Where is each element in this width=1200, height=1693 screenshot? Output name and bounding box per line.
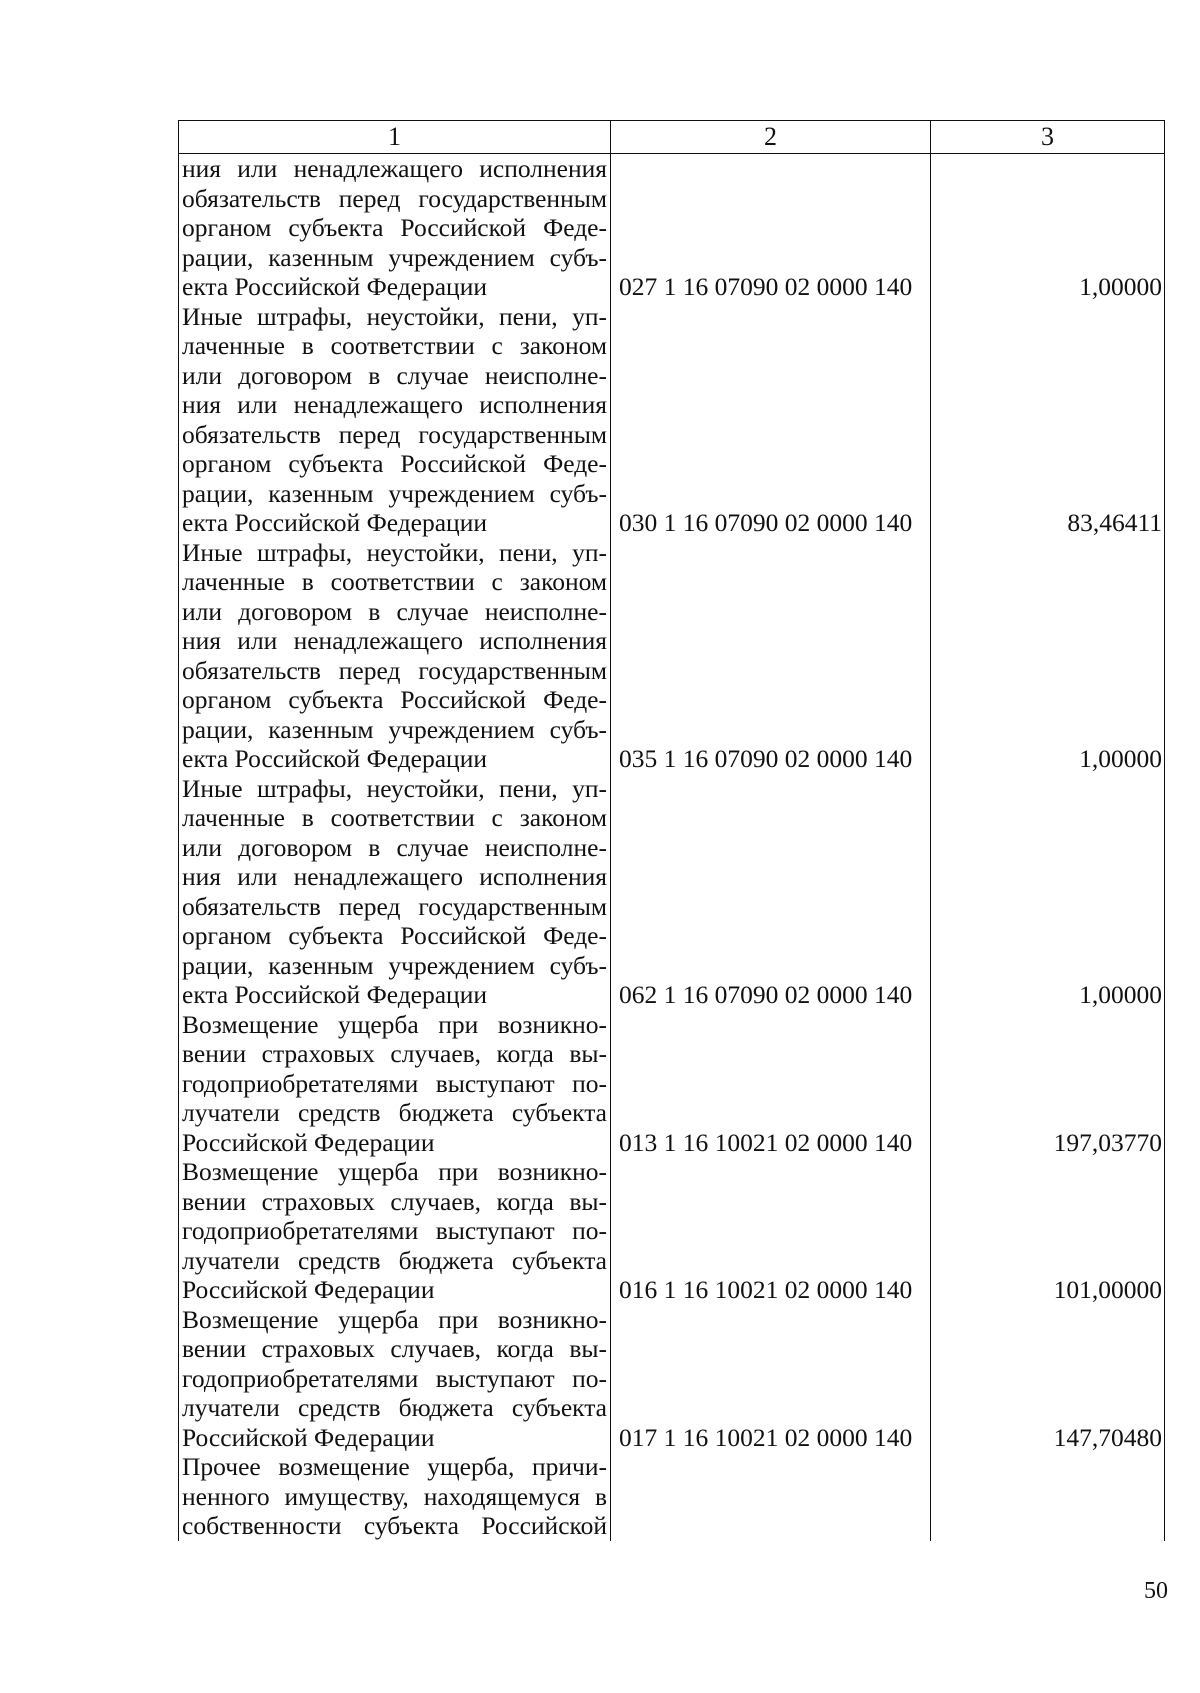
column-header-1: 1 bbox=[179, 121, 611, 154]
description-line: собственности субъекта Российской bbox=[182, 1511, 607, 1540]
description-line: рации, казенным учреждением субъ- bbox=[182, 478, 607, 508]
row-code bbox=[611, 1452, 931, 1541]
table-row bbox=[179, 1305, 1165, 1453]
description-line: ния или ненадлежащего исполнения bbox=[182, 626, 607, 655]
description-line: вении страховых случаев, когда вы- bbox=[182, 1186, 607, 1216]
description-line: лаченные в соответствии с законом bbox=[182, 331, 607, 360]
description-line: Российской Федерации bbox=[182, 1275, 435, 1304]
row-amount: 147,70480 bbox=[931, 1305, 1165, 1453]
description-line: Российской Федерации bbox=[182, 1422, 435, 1452]
row-code: 035 1 16 07090 02 0000 140 bbox=[611, 538, 931, 774]
description-line: вении страховых случаев, когда вы- bbox=[182, 1039, 607, 1068]
description-line: лучатели средств бюджета субъекта bbox=[182, 1393, 607, 1422]
row-amount: 1,00000 bbox=[931, 154, 1165, 302]
description-line: Иные штрафы, неустойки, пени, уп- bbox=[182, 537, 607, 567]
description-line: ния или ненадлежащего исполнения bbox=[182, 390, 607, 419]
table-row bbox=[179, 1010, 1165, 1158]
table-row bbox=[179, 538, 1165, 774]
row-code: 030 1 16 07090 02 0000 140 bbox=[611, 302, 931, 538]
description-line: лучатели средств бюджета субъекта bbox=[182, 1098, 607, 1127]
column-header-2: 2 bbox=[611, 121, 931, 154]
column-header-3: 3 bbox=[931, 121, 1165, 154]
description-line: Прочее возмещение ущерба, причи- bbox=[182, 1452, 607, 1481]
table-row bbox=[179, 1157, 1165, 1305]
budget-table-container bbox=[178, 120, 1164, 1541]
table-row bbox=[179, 774, 1165, 1010]
description-line: или договором в случае неисполне- bbox=[182, 360, 607, 390]
description-line: ненного имуществу, находящемуся в bbox=[182, 1481, 607, 1511]
description-line: ния или ненадлежащего исполнения bbox=[182, 862, 607, 891]
description-line: рации, казенным учреждением субъ- bbox=[182, 950, 607, 980]
description-line: екта Российской Федерации bbox=[182, 272, 487, 301]
description-line: Возмещение ущерба при возникно- bbox=[182, 1157, 607, 1186]
description-line: рации, казенным учреждением субъ- bbox=[182, 242, 607, 272]
description-line: органом субъекта Российской Феде- bbox=[182, 685, 607, 714]
row-amount: 1,00000 bbox=[931, 774, 1165, 1010]
row-description bbox=[179, 302, 611, 538]
table-body bbox=[179, 154, 1165, 1541]
header-row bbox=[179, 121, 1165, 154]
description-line: или договором в случае неисполне- bbox=[182, 832, 607, 862]
description-line: лаченные в соответствии с законом bbox=[182, 567, 607, 596]
description-line: годоприобретателями выступают по- bbox=[182, 1216, 607, 1245]
row-description bbox=[179, 1010, 611, 1158]
row-code: 016 1 16 10021 02 0000 140 bbox=[611, 1157, 931, 1305]
description-line: ния или ненадлежащего исполнения bbox=[182, 154, 607, 183]
description-line: рации, казенным учреждением субъ- bbox=[182, 714, 607, 744]
description-line: обязательств перед государственным bbox=[182, 183, 607, 213]
description-line: Возмещение ущерба при возникно- bbox=[182, 1304, 607, 1334]
description-line: обязательств перед государственным bbox=[182, 419, 607, 449]
description-line: лаченные в соответствии с законом bbox=[182, 803, 607, 832]
budget-table bbox=[178, 120, 1165, 1541]
description-line: екта Российской Федерации bbox=[182, 744, 487, 773]
row-code: 062 1 16 07090 02 0000 140 bbox=[611, 774, 931, 1010]
description-line: Российской Федерации bbox=[182, 1127, 435, 1157]
row-amount: 197,03770 bbox=[931, 1010, 1165, 1158]
row-amount bbox=[931, 1452, 1165, 1541]
row-code: 017 1 16 10021 02 0000 140 bbox=[611, 1305, 931, 1453]
row-description bbox=[179, 1157, 611, 1305]
table-row bbox=[179, 302, 1165, 538]
page-number: 50 bbox=[1144, 1578, 1168, 1604]
description-line: или договором в случае неисполне- bbox=[182, 596, 607, 626]
description-line: лучатели средств бюджета субъекта bbox=[182, 1245, 607, 1275]
description-line: Иные штрафы, неустойки, пени, уп- bbox=[182, 773, 607, 803]
table-row bbox=[179, 1452, 1165, 1541]
row-description bbox=[179, 774, 611, 1010]
description-line: годоприобретателями выступают по- bbox=[182, 1068, 607, 1098]
row-amount: 101,00000 bbox=[931, 1157, 1165, 1305]
description-line: органом субъекта Российской Феде- bbox=[182, 449, 607, 478]
row-code: 027 1 16 07090 02 0000 140 bbox=[611, 154, 931, 302]
row-amount: 1,00000 bbox=[931, 538, 1165, 774]
description-line: екта Российской Федерации bbox=[182, 508, 487, 537]
row-description bbox=[179, 154, 611, 302]
row-description bbox=[179, 538, 611, 774]
description-line: обязательств перед государственным bbox=[182, 655, 607, 685]
description-line: обязательств перед государственным bbox=[182, 891, 607, 921]
description-line: екта Российской Федерации bbox=[182, 980, 487, 1009]
description-line: годоприобретателями выступают по- bbox=[182, 1363, 607, 1393]
description-line: органом субъекта Российской Феде- bbox=[182, 921, 607, 950]
description-line: Возмещение ущерба при возникно- bbox=[182, 1009, 607, 1039]
row-amount: 83,46411 bbox=[931, 302, 1165, 538]
table-row bbox=[179, 154, 1165, 302]
row-code: 013 1 16 10021 02 0000 140 bbox=[611, 1010, 931, 1158]
description-line: Иные штрафы, неустойки, пени, уп- bbox=[182, 301, 607, 331]
row-description bbox=[179, 1305, 611, 1453]
row-description bbox=[179, 1452, 611, 1541]
description-line: вении страховых случаев, когда вы- bbox=[182, 1334, 607, 1363]
description-line: органом субъекта Российской Феде- bbox=[182, 213, 607, 242]
